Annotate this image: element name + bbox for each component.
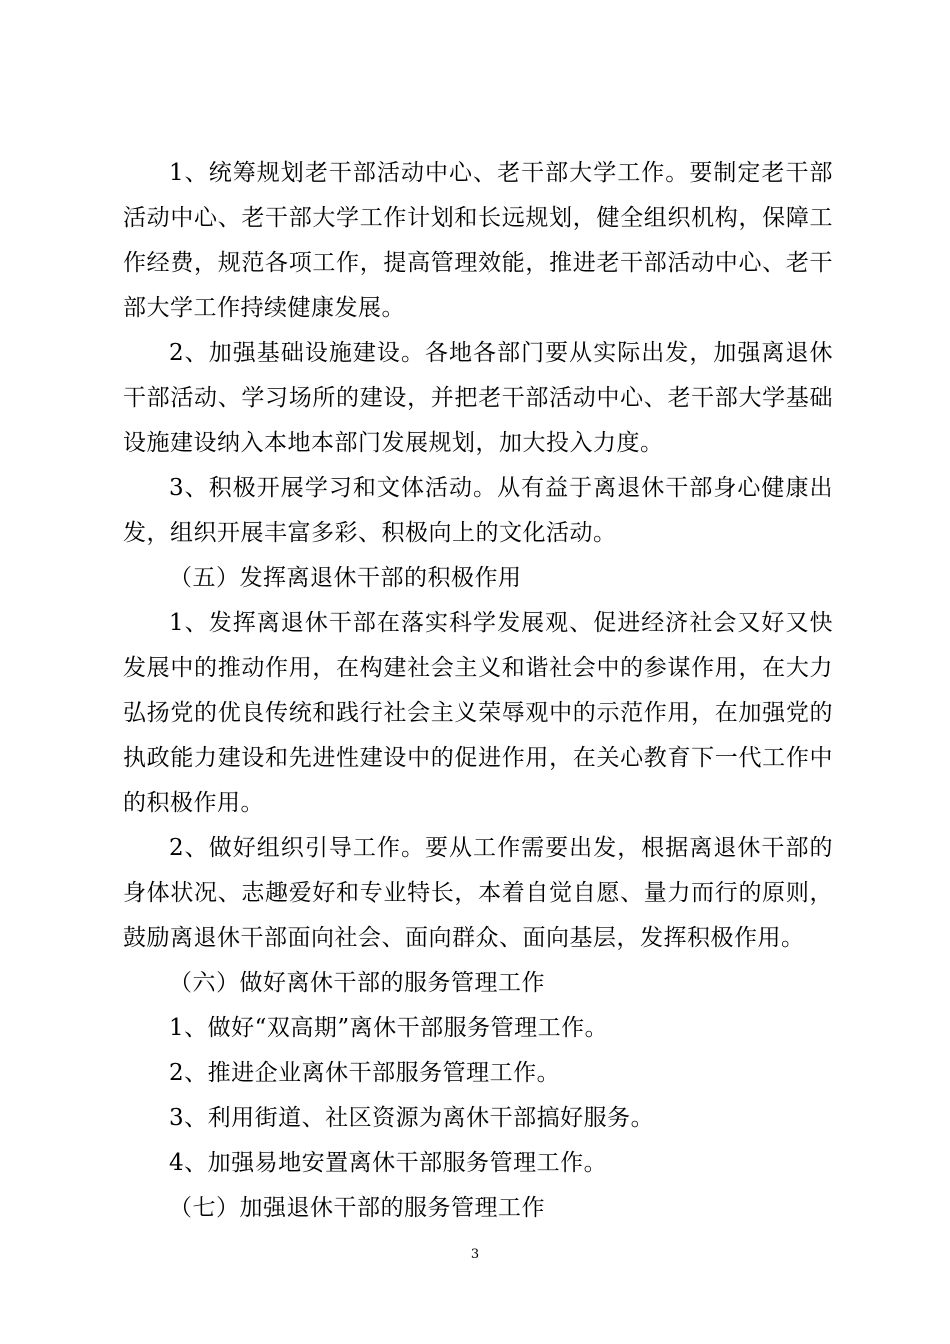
- paragraph-item-6-3: 3、利用街道、社区资源为离休干部搞好服务。: [169, 1105, 655, 1131]
- paragraph-item-1: 1、统筹规划老干部活动中心、老干部大学工作。要制定老干部活动中心、老干部大学工作计划和长远规划，健全组织机构，保障工作经费，规范各项工作，提高管理效能，推进老干部活动中心、老干部大学工作持续健康发展。: [123, 160, 833, 321]
- section-heading-7: （七）加强退休干部的服务管理工作: [169, 1195, 545, 1221]
- paragraph-item-5-2: 2、做好组织引导工作。要从工作需要出发，根据离退休干部的身体状况、志趣爱好和专业特长，本着自觉自愿、量力而行的原则，鼓励离退休干部面向社会、面向群众、面向基层，发挥积极作用。: [123, 835, 833, 951]
- paragraph-item-6-4: 4、加强易地安置离休干部服务管理工作。: [169, 1150, 608, 1176]
- page-number: 3: [470, 1247, 480, 1262]
- paragraph-item-3: 3、积极开展学习和文体活动。从有益于离退休干部身心健康出发，组织开展丰富多彩、积极向上的文化活动。: [123, 475, 833, 546]
- document-body: [123, 151, 833, 1231]
- section-heading-5: （五）发挥离退休干部的积极作用: [169, 565, 522, 591]
- paragraph-item-6-1: 1、做好“双高期”离休干部服务管理工作。: [169, 1015, 609, 1041]
- section-heading-6: （六）做好离休干部的服务管理工作: [169, 970, 545, 996]
- paragraph-item-5-1: 1、发挥离退休干部在落实科学发展观、促进经济社会又好又快发展中的推动作用，在构建社会主义和谐社会中的参谋作用，在大力弘扬党的优良传统和践行社会主义荣辱观中的示范作用，在加强党的执政能力建设和先进性建设中的促进作用，在关心教育下一代工作中的积极作用。: [123, 610, 833, 816]
- paragraph-item-6-2: 2、推进企业离休干部服务管理工作。: [169, 1060, 561, 1086]
- paragraph-item-2: 2、加强基础设施建设。各地各部门要从实际出发，加强离退休干部活动、学习场所的建设，并把老干部活动中心、老干部大学基础设施建设纳入本地本部门发展规划，加大投入力度。: [123, 340, 833, 456]
